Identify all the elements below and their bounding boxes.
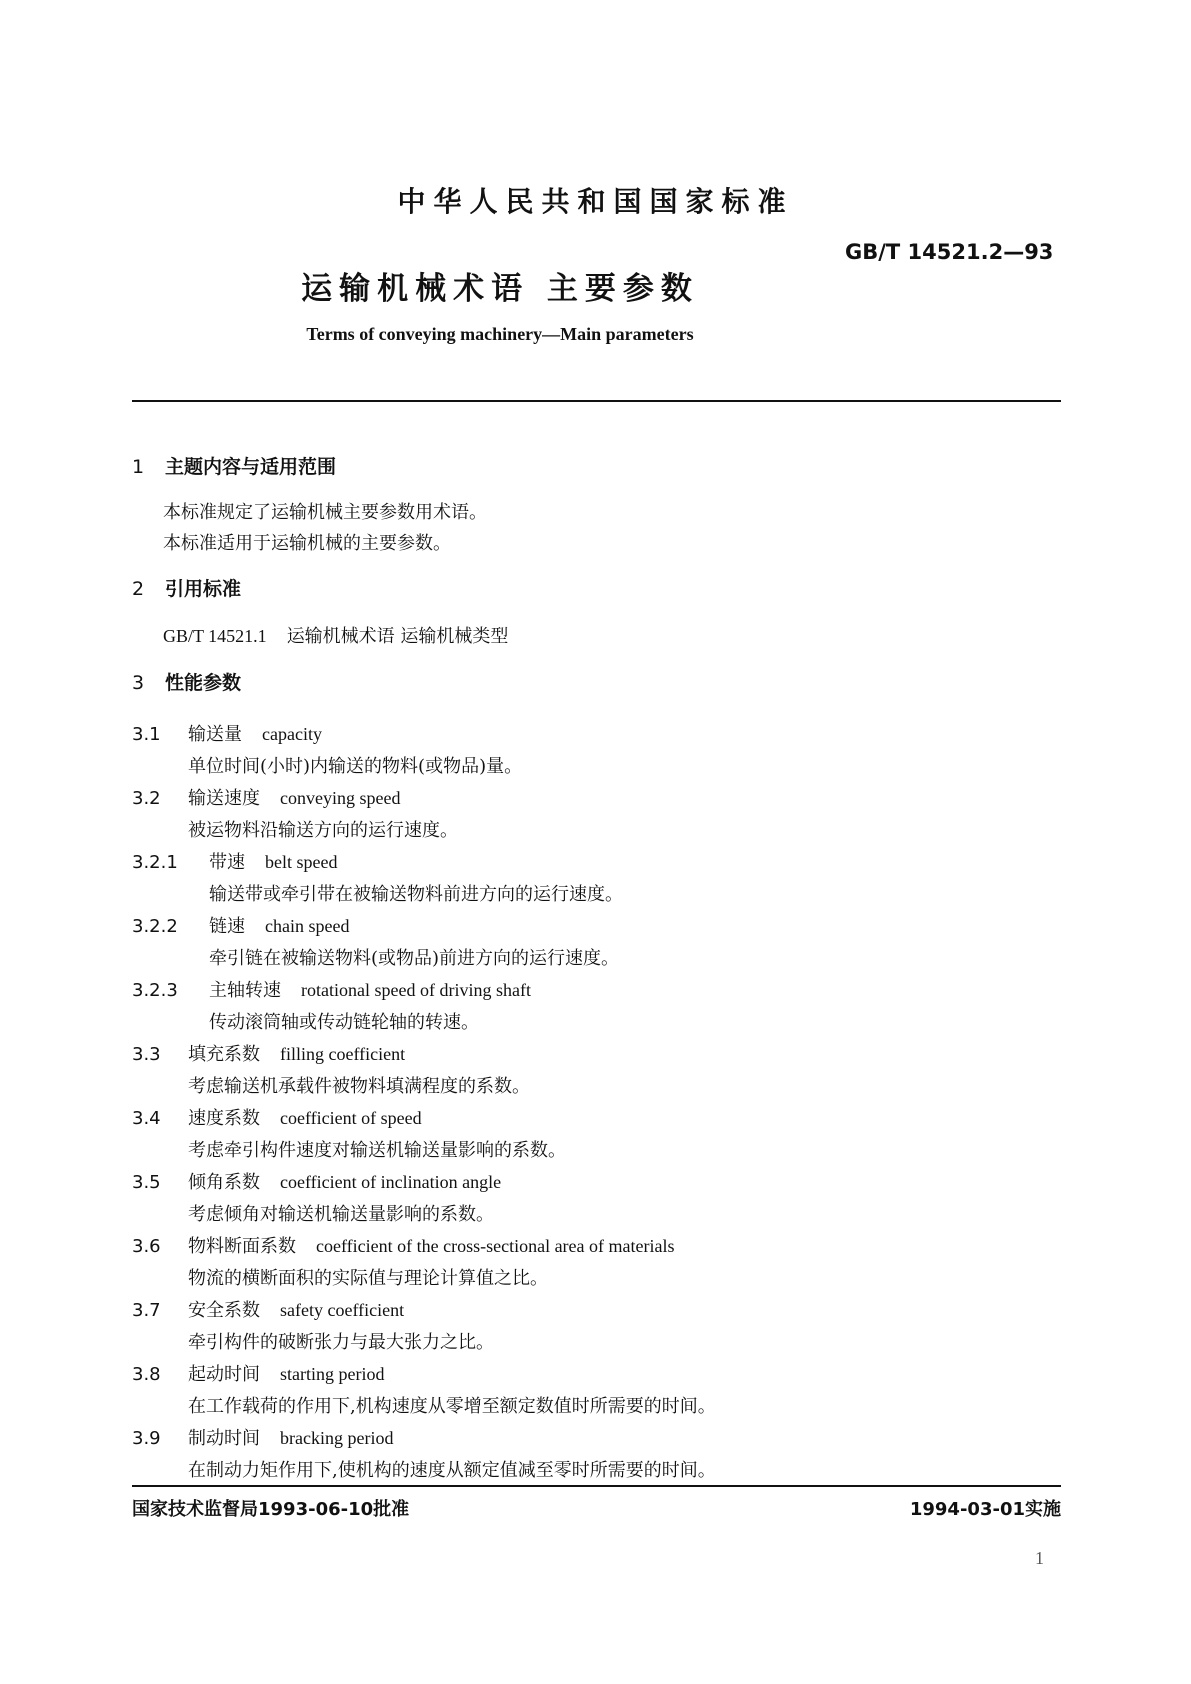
- page-number: 1: [1035, 1548, 1044, 1568]
- term-3-2-2: [132, 912, 349, 938]
- term-en: belt speed: [265, 852, 338, 872]
- term-number: 3.1: [132, 724, 161, 745]
- term-en: chain speed: [265, 916, 350, 936]
- term-definition: 被运物料沿输送方向的运行速度。: [188, 820, 458, 841]
- term-3-8: [132, 1360, 384, 1386]
- term-3-2-1: [132, 848, 337, 874]
- document-title-en: Terms of conveying machinery—Main parameters: [306, 324, 694, 344]
- term-definition: 牵引构件的破断张力与最大张力之比。: [188, 1332, 494, 1353]
- term-definition: 传动滚筒轴或传动链轮轴的转速。: [209, 1012, 479, 1033]
- approval-date: 国家技术监督局1993-06-10批准: [132, 1499, 410, 1520]
- term-cn: 输送速度: [188, 788, 260, 809]
- term-cn: 输送量: [188, 724, 242, 745]
- section-number: 1: [132, 456, 145, 478]
- term-definition: 单位时间(小时)内输送的物料(或物品)量。: [188, 756, 523, 777]
- term-number: 3.2.3: [132, 980, 178, 1001]
- term-3-9: [132, 1424, 393, 1450]
- term-definition: 在制动力矩作用下,使机构的速度从额定值减至零时所需要的时间。: [188, 1460, 716, 1481]
- term-3-1: [132, 720, 322, 746]
- section-1-para-1: 本标准规定了运输机械主要参数用术语。: [163, 502, 487, 523]
- term-cn: 速度系数: [188, 1108, 260, 1129]
- term-en: coefficient of the cross-sectional area of materials: [316, 1236, 675, 1256]
- section-number: 2: [132, 578, 145, 600]
- header-divider: [132, 400, 1061, 402]
- document-title-cn: 运输机械术语 主要参数: [301, 271, 699, 307]
- normative-reference: [163, 622, 508, 648]
- term-cn: 物料断面系数: [188, 1236, 296, 1257]
- term-number: 3.8: [132, 1364, 161, 1385]
- section-2-heading: [132, 574, 241, 601]
- section-1-para-2: 本标准适用于运输机械的主要参数。: [163, 533, 451, 554]
- term-cn: 安全系数: [188, 1300, 260, 1321]
- term-3-2: [132, 784, 400, 810]
- standard-number: GB/T 14521.2—93: [845, 240, 1054, 264]
- term-definition: 考虑倾角对输送机输送量影响的系数。: [188, 1204, 494, 1225]
- implementation-date: 1994-03-01实施: [909, 1499, 1061, 1520]
- term-en: capacity: [262, 724, 322, 744]
- term-cn: 制动时间: [188, 1428, 260, 1449]
- term-cn: 倾角系数: [188, 1172, 260, 1193]
- term-cn: 主轴转速: [209, 980, 281, 1001]
- term-number: 3.7: [132, 1300, 161, 1321]
- term-en: bracking period: [280, 1428, 394, 1448]
- term-en: rotational speed of driving shaft: [301, 980, 531, 1000]
- term-en: conveying speed: [280, 788, 401, 808]
- term-definition: 牵引链在被输送物料(或物品)前进方向的运行速度。: [209, 948, 620, 969]
- footer-divider: [132, 1485, 1061, 1487]
- section-3-heading: [132, 668, 241, 695]
- term-number: 3.4: [132, 1108, 161, 1129]
- section-title: 性能参数: [165, 672, 242, 694]
- term-definition: 考虑输送机承载件被物料填满程度的系数。: [188, 1076, 530, 1097]
- term-number: 3.2: [132, 788, 161, 809]
- term-number: 3.2.2: [132, 916, 178, 937]
- term-number: 3.2.1: [132, 852, 178, 873]
- term-en: starting period: [280, 1364, 385, 1384]
- term-en: coefficient of inclination angle: [280, 1172, 502, 1192]
- term-3-3: [132, 1040, 405, 1066]
- term-3-4: [132, 1104, 422, 1130]
- term-cn: 链速: [209, 916, 245, 937]
- reference-code: GB/T 14521.1: [163, 626, 267, 646]
- term-cn: 带速: [209, 852, 245, 873]
- term-en: safety coefficient: [280, 1300, 405, 1320]
- term-cn: 填充系数: [188, 1044, 260, 1065]
- term-number: 3.5: [132, 1172, 161, 1193]
- term-number: 3.9: [132, 1428, 161, 1449]
- term-en: filling coefficient: [280, 1044, 406, 1064]
- term-number: 3.3: [132, 1044, 161, 1065]
- term-definition: 考虑牵引构件速度对输送机输送量影响的系数。: [188, 1140, 566, 1161]
- term-en: coefficient of speed: [280, 1108, 422, 1128]
- term-number: 3.6: [132, 1236, 161, 1257]
- section-number: 3: [132, 672, 145, 694]
- term-3-7: [132, 1296, 404, 1322]
- term-cn: 起动时间: [188, 1364, 260, 1385]
- term-3-2-3: [132, 976, 531, 1002]
- country-standard-heading: 中华人民共和国国家标准: [397, 185, 794, 218]
- section-title: 主题内容与适用范围: [165, 456, 337, 478]
- term-definition: 输送带或牵引带在被输送物料前进方向的运行速度。: [209, 884, 623, 905]
- term-3-5: [132, 1168, 501, 1194]
- term-definition: 在工作载荷的作用下,机构速度从零增至额定数值时所需要的时间。: [188, 1396, 716, 1417]
- section-1-heading: [132, 452, 336, 479]
- section-title: 引用标准: [165, 578, 242, 600]
- term-3-6: [132, 1232, 675, 1258]
- term-definition: 物流的横断面积的实际值与理论计算值之比。: [188, 1268, 548, 1289]
- reference-title: 运输机械术语 运输机械类型: [286, 626, 509, 647]
